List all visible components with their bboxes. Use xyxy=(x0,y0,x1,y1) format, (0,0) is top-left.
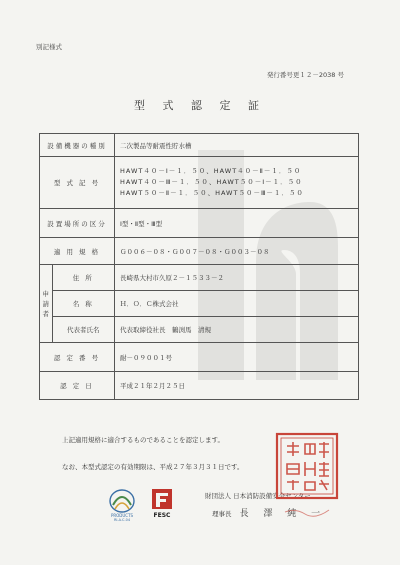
row-certification-date xyxy=(40,372,359,400)
svg-text:PRODUCTS: PRODUCTS xyxy=(110,513,134,518)
row-applicant-representative xyxy=(40,317,359,343)
svg-text:RI-A.C.04: RI-A.C.04 xyxy=(113,518,131,521)
equipment-type-value: 二次製品等耐震性貯水槽 xyxy=(115,134,359,157)
model-number-values xyxy=(115,157,359,209)
address-value: 長崎県大村市久原２－１５３３－２ xyxy=(115,265,359,291)
row-model-number xyxy=(40,157,359,209)
compliance-note: 上記適用規格に適合するものであることを認定します。 xyxy=(62,436,224,444)
row-applicant-name xyxy=(40,291,359,317)
model-line: HAWT５０－Ⅱ－１．５０、HAWT５０－Ⅲ－１．５０ xyxy=(120,189,304,197)
address-label: 住 所 xyxy=(52,265,115,291)
applicant-label-text: 申請者 xyxy=(42,289,49,318)
products-logo xyxy=(110,490,134,521)
representative-value: 代表取締役社長 鶴渕馬 清規 xyxy=(115,317,359,343)
certification-logos xyxy=(108,481,188,521)
certification-date-label: 認 定 日 xyxy=(40,372,115,400)
fesc-logo xyxy=(152,489,172,519)
row-standards xyxy=(40,238,359,265)
row-equipment-type xyxy=(40,134,359,157)
model-number-label: 型 式 記 号 xyxy=(40,157,115,209)
installation-label: 設置場所の区分 xyxy=(40,209,115,238)
model-line: HAWT４０－Ⅲ－１．５０、HAWT５０－Ⅰ－１．５０ xyxy=(120,178,303,186)
certification-number-label: 認 定 番 号 xyxy=(40,343,115,372)
chair-name: 長 澤 純 一 xyxy=(239,509,327,519)
official-seal xyxy=(275,432,339,528)
applicant-label xyxy=(40,265,53,343)
chair-title: 理事長 xyxy=(212,510,232,518)
row-applicant-address xyxy=(40,265,359,291)
document-title: 型 式 認 定 証 xyxy=(134,99,266,112)
standards-label: 適 用 規 格 xyxy=(40,238,115,265)
form-name: 別記様式 xyxy=(36,43,62,51)
standards-value: Ｇ００６－０８・Ｇ００７－０８・Ｇ００３－０８ xyxy=(115,238,359,265)
row-installation xyxy=(40,209,359,238)
issue-number: 発行番号更１２－2038 号 xyxy=(266,71,344,79)
validity-note: なお、本型式認定の有効期限は、平成２７年３月３１日です。 xyxy=(62,463,244,471)
representative-label: 代表者氏名 xyxy=(52,317,115,343)
model-line: HAWT４０－Ⅰ－１．５０、HAWT４０－Ⅱ－１．５０ xyxy=(120,167,302,175)
certificate-table xyxy=(39,133,359,400)
row-certification-number xyxy=(40,343,359,372)
equipment-type-label: 設備機器の種別 xyxy=(40,134,115,157)
certification-date-value: 平成２１年２月２５日 xyxy=(115,372,359,400)
svg-text:FESC: FESC xyxy=(153,512,171,519)
company-name-value: Ｈ．Ｏ．Ｃ株式会社 xyxy=(115,291,359,317)
company-name-label: 名 称 xyxy=(52,291,115,317)
issuer-organization: 財団法人 日本消防設備安全センター xyxy=(205,492,311,500)
certification-number-value: 耐－０９００１号 xyxy=(115,343,359,372)
installation-value: Ⅰ型・Ⅱ型・Ⅲ型 xyxy=(115,209,359,238)
